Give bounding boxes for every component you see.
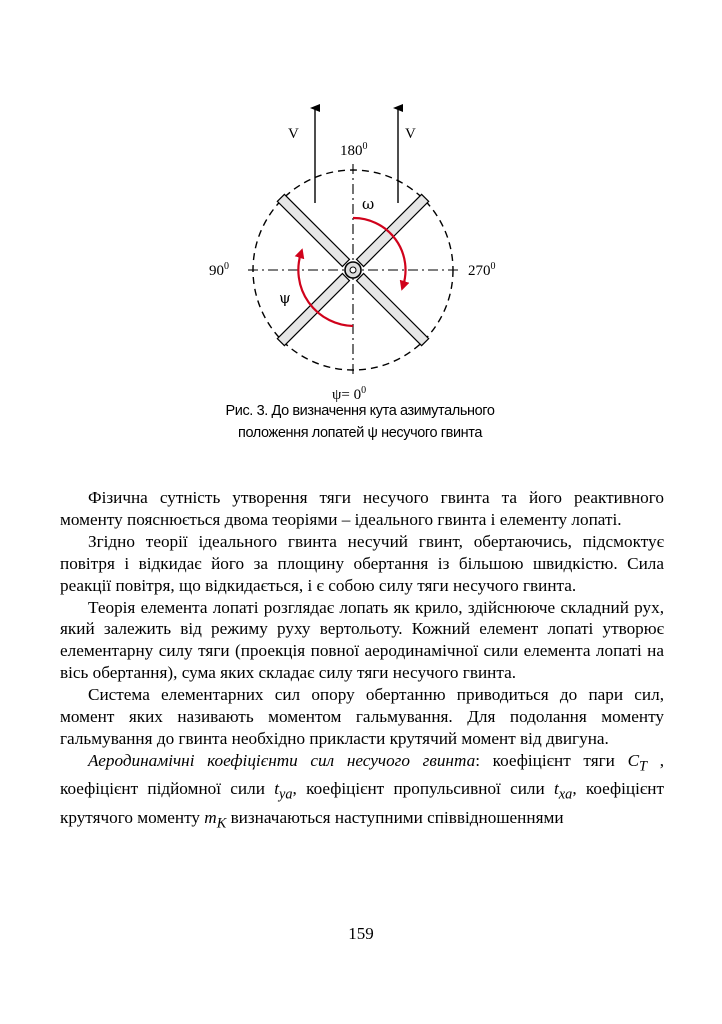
body-text — [60, 487, 664, 835]
paragraph-1: Фізична сутність утворення тяги несучого гвинта та його реактивного моменту пояснюється двома теоріями – ідеального гвинта і елементу лопаті. — [60, 488, 664, 529]
paragraph-2: Згідно теорії ідеального гвинта несучий гвинт, обертаючись, підсмоктує повітря і відкидає його за площину обертання із більшою швидкістю. Сила реакції повітря, що відкидається, і є собою силу тяги несучого гвинта. — [60, 531, 664, 595]
caption-line-2: положення лопатей ψ несучого гвинта — [238, 425, 482, 441]
rotor-hub-center — [350, 267, 356, 273]
symbol-mk: m — [204, 807, 217, 827]
page-number: 159 — [348, 924, 374, 943]
velocity-label-right: V — [405, 126, 416, 142]
angle-label-90: $90^0$ — [209, 261, 229, 279]
coefficients-heading: Аеродинамічні коефіцієнти сил несучого гвинта — [88, 750, 476, 770]
angle-label-psi-zero: $\psi= 0^0$ — [332, 385, 367, 403]
symbol-txa: t — [554, 779, 559, 799]
symbol-ct: C — [627, 750, 640, 770]
omega-label: ω — [362, 195, 375, 213]
velocity-label-left: V — [288, 126, 299, 142]
rotor-azimuth-figure — [180, 98, 540, 408]
paragraph-3: Теорія елемента лопаті розглядає лопать як крило, здійснююче складний рух, який залежить від режиму руху вертольоту. Кожний елемент лопаті утворює елементарну силу тяги (проекція повної аеродинамічної сили елемента лопаті на вісь обертання), сума яких складає силу тяги несучого гвинта. — [60, 597, 664, 683]
caption-line-1: Рис. 3. До визначення кута азимутального — [225, 403, 495, 419]
paragraph-5: Аеродинамічні коефіцієнти сил несучого гвинта: коефіцієнт тяги $C_T$ , коефіцієнт підйомної сили $t_{ya}$, коефіцієнт пропульсивної сили $t_{xa}$, коефіцієнт крутячого моменту $m_K$ визначаються наступними співвідношеннями — [60, 750, 665, 831]
rotor-diagram — [180, 98, 540, 408]
angle-label-270: $270^0$ — [468, 261, 496, 279]
angle-label-180: $180^0$ — [340, 141, 368, 159]
blade-upper-left — [277, 194, 349, 266]
symbol-tya: t — [274, 779, 279, 799]
psi-label: ψ — [279, 289, 291, 307]
blade-lower-right — [357, 274, 429, 346]
figure-caption — [150, 400, 570, 444]
paragraph-4: Система елементарних сил опору обертанню приводиться до пари сил, момент яких називають моментом гальмування. Для подолання моменту гальмування до гвинта необхідно прикласти крутячий момент від двигуна. — [60, 685, 664, 748]
